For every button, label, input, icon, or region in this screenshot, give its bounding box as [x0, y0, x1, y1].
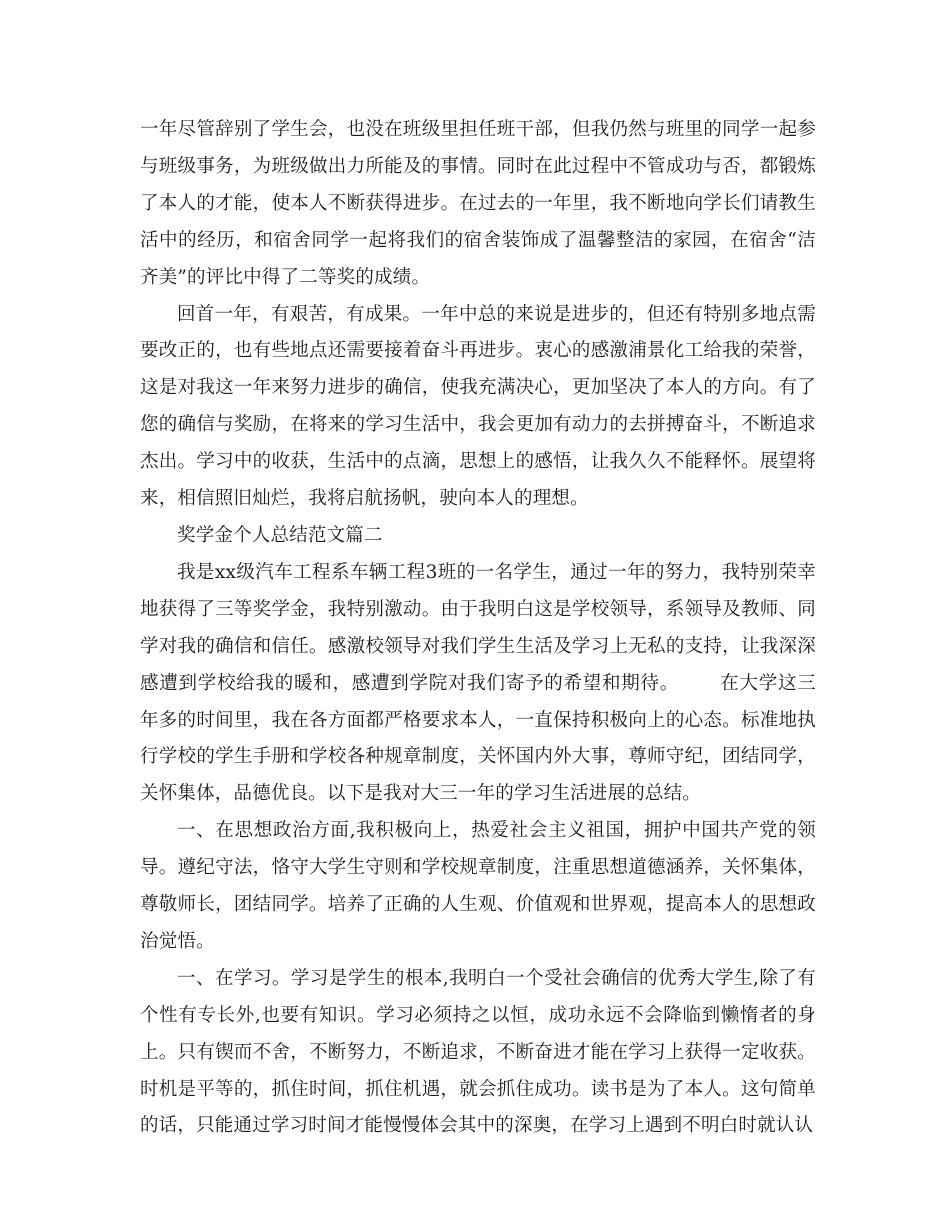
- paragraph-student-union: 一年尽管辞别了学生会，也没在班级里担任班干部，但我仍然与班里的同学一起参与班级事务，为班级做出力所能及的事情。同时在此过程中不管成功与否，都锻炼了本人的才能，使本人不断获得进步。在过去的一年里，我不断地向学长们请教生活中的经历，和宿舍同学一起将我们的宿舍装饰成了温馨整洁的家园，在宿舍“洁齐美”的评比中得了二等奖的成绩。: [140, 119, 816, 288]
- paragraph-introduction: [140, 555, 816, 813]
- document-page: [140, 112, 816, 1145]
- introduction-part-b: 在大学这三年多的时间里，我在各方面都严格要求本人，一直保持积极向上的心态。标准地执行学校的学生手册和学校各种规章制度，关怀国内外大事，尊师守纪，团结同学，关怀集体，品德优良。以下是我对大三一年的学习生活进展的总结。: [140, 672, 816, 805]
- paragraph-study: 一、在学习。学习是学生的根本,我明白一个受社会确信的优秀大学生,除了有个性有专长外,也要有知识。学习必须持之以恒，成功永远不会降临到懒惰者的身上。只有锲而不舍，不断努力，不断追求，不断奋进才能在学习上获得一定收获。时机是平等的，抓住时间，抓住机遇，就会抓住成功。读书是为了本人。这句简单的话，只能通过学习时间才能慢慢体会其中的深奥，在学习上遇到不明白时就认认: [140, 967, 816, 1137]
- section-heading: 奖学金个人总结范文篇二: [177, 524, 383, 546]
- introduction-part-a: 我是xx级汽车工程系车辆工程3班的一名学生，通过一年的努力，我特别荣幸地获得了三等奖学金，我特别激动。由于我明白这是学校领导，系领导及教师、同学对我的确信和信任。感激校领导对我们学生生活及学习上无私的支持，让我深深感遭到学校给我的暖和，感遭到学院对我们寄予的希望和期待。: [140, 561, 816, 694]
- paragraph-political-thought: 一、在思想政治方面,我积极向上，热爱社会主义祖国，拥护中国共产党的领导。遵纪守法，恪守大学生守则和学校规章制度，注重思想道德涵养，关怀集体，尊敬师长，团结同学。培养了正确的人生观、价值观和世界观，提高本人的思想政治觉悟。: [140, 820, 816, 952]
- paragraph-looking-back: 回首一年，有艰苦，有成果。一年中总的来说是进步的，但还有特别多地点需要改正的，也有些地点还需要接着奋斗再进步。衷心的感激浦景化工给我的荣誉，这是对我这一年来努力进步的确信，使我充满决心，更加坚决了本人的方向。有了您的确信与奖励，在将来的学习生活中，我会更加有动力的去拼搏奋斗，不断追求杰出。学习中的收获，生活中的点滴，思想上的感悟，让我久久不能释怀。展望将来，相信照旧灿烂，我将启航扬帆，驶向本人的理想。: [140, 303, 816, 510]
